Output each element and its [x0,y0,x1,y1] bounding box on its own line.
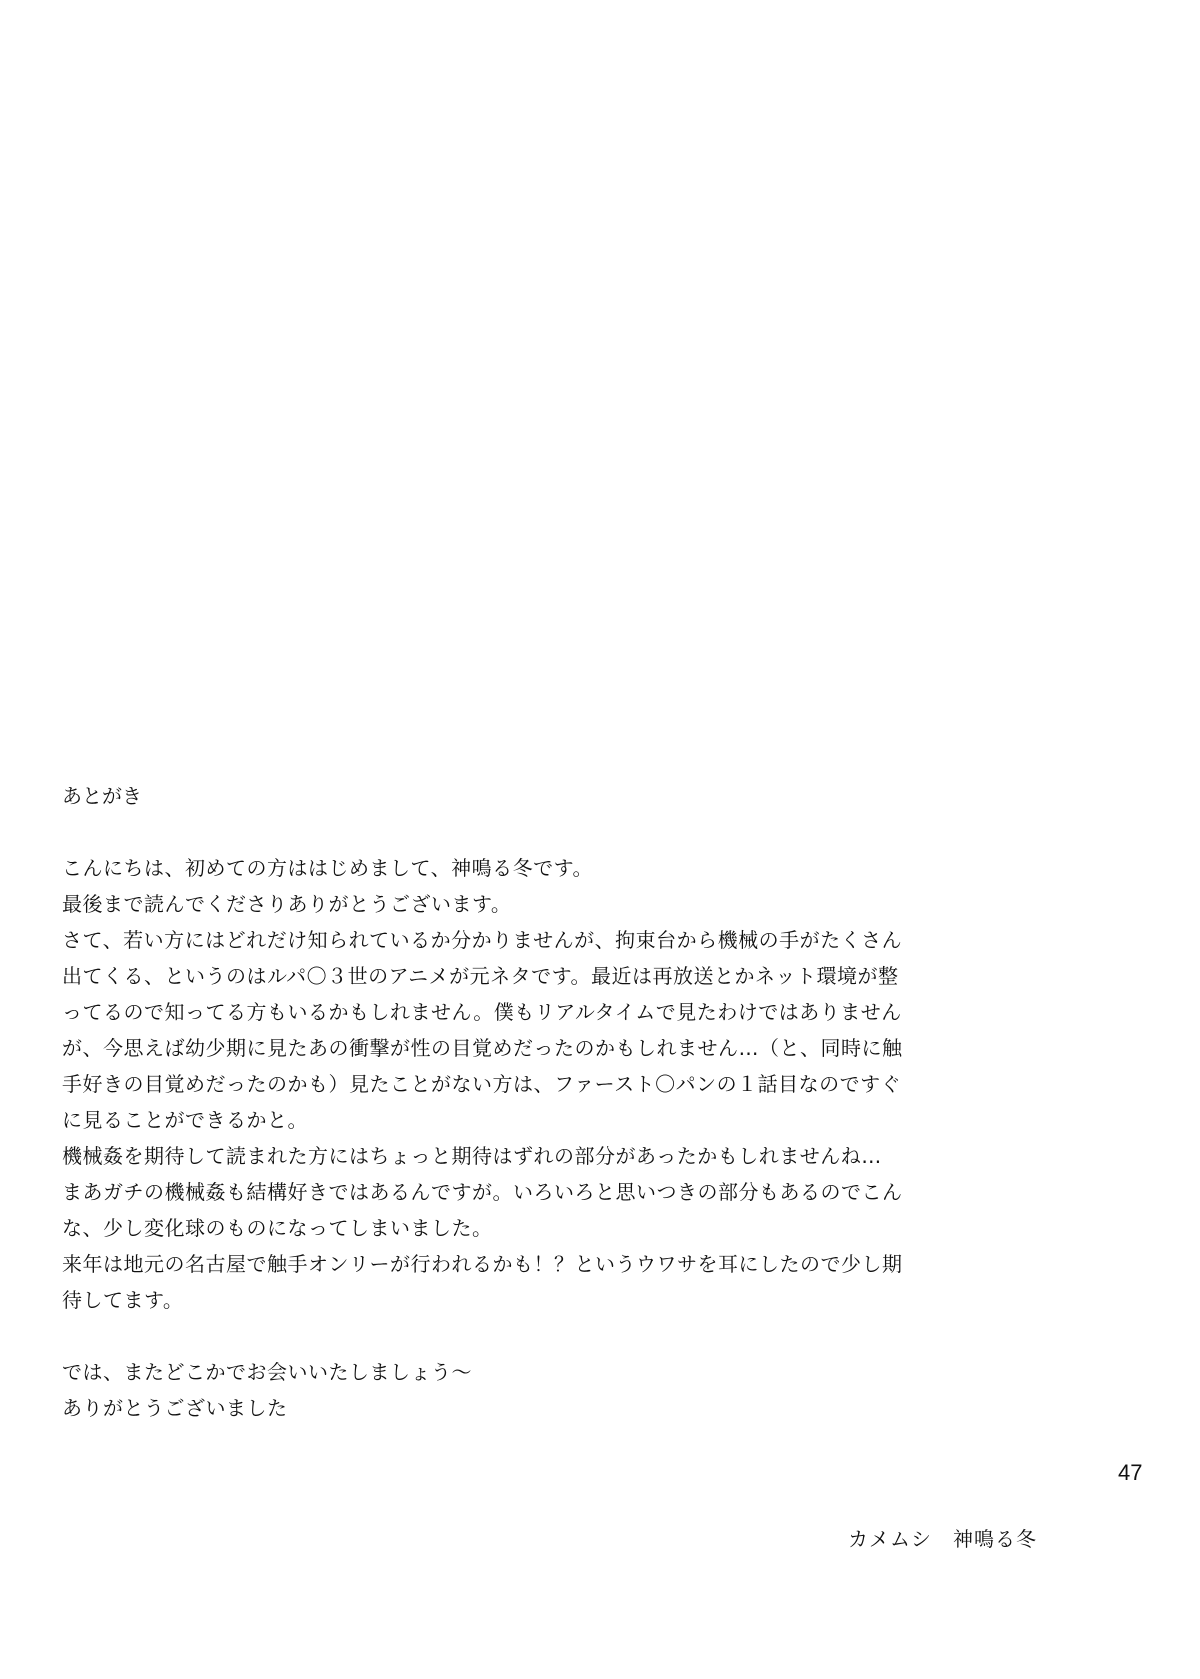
body-line: まあガチの機械姦も結構好きではあるんですが。いろいろと思いつきの部分もあるのでこん [62,1180,903,1204]
closing-line: では、またどこかでお会いいたしましょう～ [62,1360,472,1384]
body-line: が、今思えば幼少期に見たあの衝撃が性の目覚めだったのかもしれません…（と、同時に触 [62,1036,903,1060]
body-line: 出てくる、というのはルパ〇３世のアニメが元ネタです。最近は再放送とかネット環境が整 [62,964,899,988]
afterword-section [62,778,1092,1426]
afterword-closing [62,1354,1092,1426]
body-line: こんにちは、初めての方ははじめまして、神鳴る冬です。 [62,856,593,880]
body-line: 機械姦を期待して読まれた方にはちょっと期待はずれの部分があったかもしれませんね… [62,1144,882,1168]
body-line: さて、若い方にはどれだけ知られているか分かりませんが、拘束台から機械の手がたくさん [62,928,903,952]
page-number: 47 [1118,1460,1143,1485]
afterword-body [62,850,1092,1318]
closing-line: ありがとうございました [62,1396,288,1420]
body-line: に見ることができるかと。 [62,1108,308,1132]
afterword-heading: あとがき [62,784,142,808]
body-line: 最後まで読んでくださりありがとうございます。 [62,892,512,916]
body-line: 待してます。 [62,1288,184,1312]
body-line: 手好きの目覚めだったのかも）見たことがない方は、ファースト〇パンの１話目なのですぐ [62,1072,902,1096]
body-line: ってるので知ってる方もいるかもしれません。僕もリアルタイムで見たわけではありません [62,1000,902,1024]
body-line: な、少し変化球のものになってしまいました。 [62,1216,493,1240]
author-signature: カメムシ 神鳴る冬 [848,1527,1037,1551]
body-line: 来年は地元の名古屋で触手オンリーが行われるかも！？というウワサを耳にしたので少し期 [62,1252,903,1276]
